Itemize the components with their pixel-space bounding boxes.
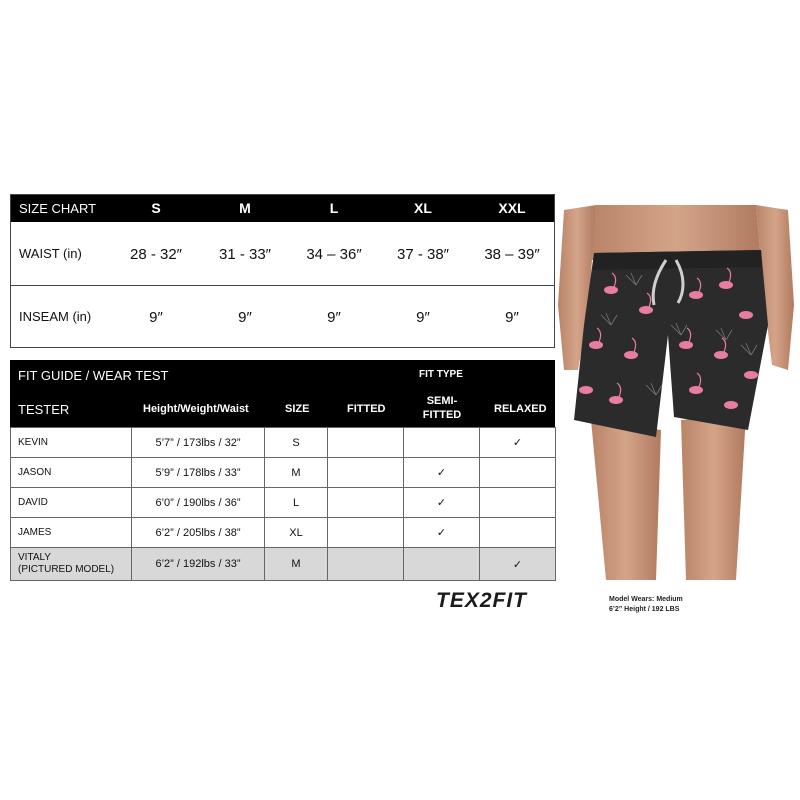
col-semi-fitted: SEMI- FITTED <box>422 395 462 421</box>
inseam-l: 9″ <box>327 309 341 326</box>
size-chart-title: SIZE CHART <box>19 201 97 216</box>
fitted-cell <box>328 518 404 548</box>
semi-fitted-cell <box>404 548 480 581</box>
inseam-m: 9″ <box>238 309 252 326</box>
fitted-cell <box>328 458 404 488</box>
inseam-label: INSEAM (in) <box>19 309 92 324</box>
tester-name: DAVID <box>11 488 132 518</box>
model-shorts <box>574 250 768 437</box>
tester-stats: 6’2” / 205lbs / 38” <box>132 518 265 548</box>
size-xxl-label: XXL <box>498 200 526 216</box>
model-right-leg <box>681 415 746 580</box>
table-row <box>11 518 556 548</box>
relaxed-cell <box>480 458 556 488</box>
tester-stats: 6’0” / 190lbs / 36” <box>132 488 265 518</box>
table-row-highlighted <box>11 548 556 581</box>
table-row <box>11 428 556 458</box>
size-m-label: M <box>239 200 251 216</box>
col-size: SIZE <box>285 403 310 415</box>
waist-xxl: 38 – 39″ <box>484 246 540 263</box>
size-s-label: S <box>151 200 161 216</box>
fit-guide-column-header <box>10 389 555 427</box>
inseam-s: 9″ <box>149 309 163 326</box>
fit-guide-title: FIT GUIDE / WEAR TEST <box>18 368 169 383</box>
tester-name: KEVIN <box>11 428 132 458</box>
relaxed-cell: ✓ <box>480 548 556 581</box>
relaxed-cell: ✓ <box>480 428 556 458</box>
fit-guide-table <box>10 427 556 581</box>
model-note <box>609 595 683 615</box>
fitted-cell <box>328 548 404 581</box>
model-photo <box>556 205 796 580</box>
tester-size: S <box>265 428 328 458</box>
col-height-weight-waist: Height/Weight/Waist <box>143 403 249 415</box>
tester-size: M <box>265 458 328 488</box>
size-xl-label: XL <box>414 200 432 216</box>
fitted-cell <box>328 428 404 458</box>
waist-l: 34 – 36″ <box>306 246 362 263</box>
waist-xl: 37 - 38″ <box>396 246 449 263</box>
tester-name: JASON <box>11 458 132 488</box>
col-fitted: FITTED <box>347 403 386 415</box>
fit-guide <box>10 360 555 580</box>
waist-s: 28 - 32″ <box>129 246 182 263</box>
brand-logo: TEX2FIT <box>436 589 528 612</box>
table-row <box>11 488 556 518</box>
semi-fitted-cell: ✓ <box>404 488 480 518</box>
fitted-cell <box>328 488 404 518</box>
relaxed-cell <box>480 518 556 548</box>
size-chart-divider <box>11 285 554 286</box>
model-note-height: 6’2” Height / 192 LBS <box>609 606 680 613</box>
fit-type-label: FIT TYPE <box>419 369 463 380</box>
size-chart-header <box>11 195 554 222</box>
tester-name: VITALY (PICTURED MODEL) <box>11 548 132 581</box>
tester-name: JAMES <box>11 518 132 548</box>
waist-label: WAIST (in) <box>19 246 82 261</box>
size-l-label: L <box>329 200 339 216</box>
col-relaxed: RELAXED <box>494 403 547 415</box>
model-note-size: Model Wears: Medium <box>609 596 683 603</box>
col-tester: TESTER <box>18 402 70 417</box>
inseam-xxl: 9″ <box>505 309 519 326</box>
tester-stats: 5’7” / 173lbs / 32” <box>132 428 265 458</box>
semi-fitted-cell: ✓ <box>404 518 480 548</box>
table-row <box>11 458 556 488</box>
tester-size: M <box>265 548 328 581</box>
inseam-xl: 9″ <box>416 309 430 326</box>
model-left-leg <box>591 420 661 580</box>
tester-size: L <box>265 488 328 518</box>
semi-fitted-cell: ✓ <box>404 458 480 488</box>
fit-guide-title-bar <box>10 360 555 389</box>
waist-m: 31 - 33″ <box>218 246 271 263</box>
relaxed-cell <box>480 488 556 518</box>
size-chart <box>10 194 555 348</box>
tester-stats: 5’9” / 178lbs / 33” <box>132 458 265 488</box>
tester-stats: 6’2” / 192lbs / 33” <box>132 548 265 581</box>
semi-fitted-cell <box>404 428 480 458</box>
tester-size: XL <box>265 518 328 548</box>
